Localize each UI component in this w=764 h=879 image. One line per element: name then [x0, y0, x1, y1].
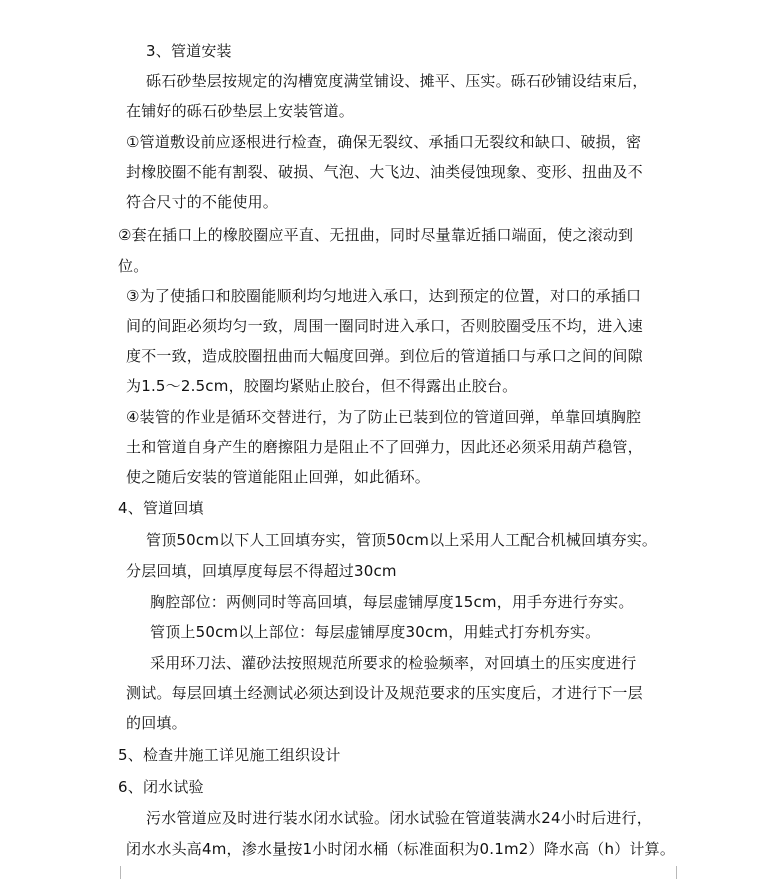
paragraph-line: 间的间距必须均匀一致，周围一圈同时进入承口，否则胶圈受压不均，进入速: [126, 317, 643, 335]
paragraph-line: 砾石砂垫层按规定的沟槽宽度满堂铺设、摊平、压实。砾石砂铺设结束后，: [146, 72, 648, 90]
paragraph-line: 管顶50cm以下人工回填夯实，管顶50cm以上采用人工配合机械回填夯实。: [146, 531, 658, 549]
list-item-2: ②套在插口上的橡胶圈应平直、无扭曲，同时尽量靠近插口端面，使之滚动到: [118, 226, 634, 244]
paragraph-line: 为1.5～2.5cm，胶圈均紧贴止胶台，但不得露出止胶台。: [126, 377, 518, 395]
paragraph-line: 分层回填，回填厚度每层不得超过30cm: [126, 562, 397, 580]
list-item-1: ①管道敷设前应逐根进行检查，确保无裂纹、承插口无裂纹和缺口、破损，密: [126, 133, 642, 151]
paragraph-line: 胸腔部位：两侧同时等高回填，每层虚铺厚度15cm，用手夯进行夯实。: [150, 593, 634, 611]
margin-corner-mark-left: [120, 866, 121, 879]
list-item-4: ④装管的作业是循环交替进行，为了防止已装到位的管道回弹，单靠回填胸腔: [126, 408, 642, 426]
paragraph-line: 闭水水头高4m，渗水量按1小时闭水桶（标准面积为0.1m2）降水高（h）计算。: [126, 840, 676, 858]
section-heading-6: 6、闭水试验: [118, 778, 204, 796]
section-heading-3: 3、管道安装: [146, 42, 232, 60]
list-item-3: ③为了使插口和胶圈能顺利均匀地进入承口，达到预定的位置，对口的承插口: [126, 287, 642, 305]
paragraph-line: 污水管道应及时进行装水闭水试验。闭水试验在管道装满水24小时后进行，: [146, 809, 652, 827]
paragraph-line: 土和管道自身产生的磨擦阻力是阻止不了回弹力，因此还必须采用葫芦稳管，: [126, 438, 643, 456]
paragraph-line: 的回填。: [126, 714, 187, 732]
section-heading-5: 5、检查井施工详见施工组织设计: [118, 746, 341, 764]
paragraph-line: 采用环刀法、灌砂法按照规范所要求的检验频率，对回填土的压实度进行: [150, 654, 637, 672]
paragraph-line: 度不一致，造成胶圈扭曲而大幅度回弹。到位后的管道插口与承口之间的间隙: [126, 347, 643, 365]
paragraph-line: 符合尺寸的不能使用。: [126, 193, 279, 211]
paragraph-line: 管顶上50cm以上部位：每层虚铺厚度30cm，用蛙式打夯机夯实。: [150, 623, 601, 641]
paragraph-line: 使之随后安装的管道能阻止回弹，如此循环。: [126, 468, 431, 486]
section-heading-4: 4、管道回填: [118, 499, 204, 517]
paragraph-line: 测试。每层回填土经测试必须达到设计及规范要求的压实度后，才进行下一层: [126, 684, 643, 702]
paragraph-line: 在铺好的砾石砂垫层上安装管道。: [126, 102, 355, 120]
paragraph-line: 封橡胶圈不能有割裂、破损、气泡、大飞边、油类侵蚀现象、变形、扭曲及不: [126, 163, 643, 181]
margin-corner-mark-right: [676, 866, 677, 879]
paragraph-line: 位。: [118, 257, 149, 275]
